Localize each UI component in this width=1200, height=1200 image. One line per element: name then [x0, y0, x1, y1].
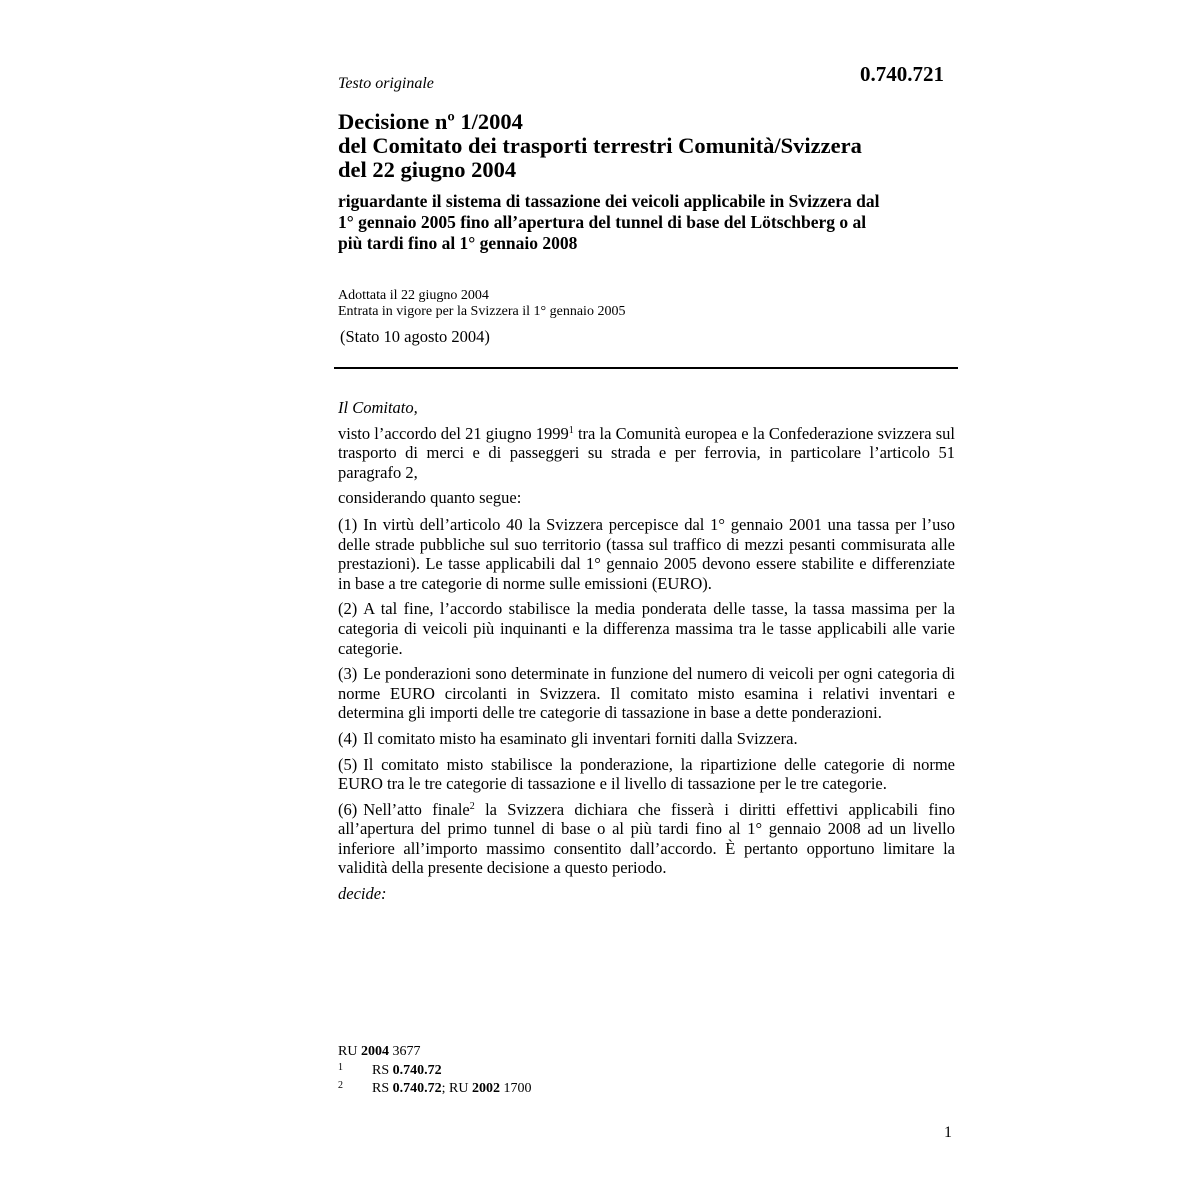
- recital-number: (4): [338, 728, 358, 748]
- footnote-ru-label: ; RU: [441, 1081, 469, 1096]
- recital-item: [338, 800, 955, 878]
- footnote-item: [338, 1060, 531, 1079]
- title-line: Decisione nº 1/2004: [338, 109, 523, 134]
- footnotes: [338, 1044, 531, 1097]
- recital-item: [338, 664, 955, 723]
- footnote-list: [338, 1060, 531, 1097]
- visto-text: visto l’accordo del 21 giugno 1999: [338, 423, 569, 443]
- footnote-ref: 2: [469, 800, 475, 812]
- subtitle-line: 1° gennaio 2005 fino all’apertura del tunnel di base del Lötschberg o al: [338, 212, 867, 232]
- recital-number: (6): [338, 799, 358, 819]
- recital-item: [338, 515, 955, 593]
- footnote-ru-page: 1700: [503, 1081, 532, 1096]
- recital-text: Le ponderazioni sono determinate in funzione del numero di veicoli per ogni categoria di norme EURO circolanti in Svizzera. Il comitato misto esamina i relativi inventari e determina gli importi delle tre categorie di tassazione in base a dette ponderazioni.: [338, 664, 955, 723]
- footnote-prefix: RS: [372, 1081, 390, 1096]
- footnote-ref-number: 0.740.72: [392, 1081, 442, 1096]
- recital-item: [338, 755, 955, 794]
- visto-text-cont: tra la Comunità europea e la Confederazione svizzera sul trasporto di merci e di passeggeri su strada e per ferrovia, in particolare l’articolo 51 paragrafo 2,: [338, 423, 955, 482]
- considering-paragraph: considerando quanto segue:: [338, 488, 522, 508]
- recital-item: [338, 599, 955, 658]
- recital-item: [338, 729, 955, 749]
- recital-text: Nell’atto finale: [363, 799, 470, 819]
- header-divider: [334, 367, 958, 369]
- recitals-list: [338, 515, 955, 794]
- footnote-item: [338, 1078, 531, 1097]
- recital-text: In virtù dell’articolo 40 la Svizzera percepisce dal 1° gennaio 2001 una tassa per l’uso delle strade pubbliche sul suo territorio (tassa sul traffico di mezzi pesanti commisurata alle prestazioni). Le tasse applicabili dal 1° gennaio 2005 devono essere stabilite e differenziate in base a tre categorie di norme sulle emissioni (EURO).: [338, 514, 955, 593]
- title-line: del 22 giugno 2004: [338, 157, 517, 182]
- recital-text: Il comitato misto ha esaminato gli inventari forniti dalla Svizzera.: [363, 728, 798, 748]
- footnote-ref: 1: [568, 424, 574, 436]
- original-text-label: Testo originale: [338, 75, 434, 92]
- ru-reference: [338, 1044, 531, 1060]
- footnote-prefix: RS: [372, 1062, 390, 1078]
- recital-number: (2): [338, 599, 358, 619]
- recital-text-cont: la Svizzera dichiara che fisserà i diritti effettivi applicabili fino all’apertura del primo tunnel di base o al più tardi fino al 1° gennaio 2008 ad un livello inferiore all’importo massimo consentito dall’accordo. È pertanto opportuno limitare la validità della presente decisione a questo periodo.: [338, 799, 955, 878]
- footnote-ru-year: 2002: [471, 1081, 500, 1096]
- committee-heading: Il Comitato,: [338, 398, 418, 417]
- recital-number: (5): [338, 754, 358, 774]
- adoption-info: [338, 288, 625, 320]
- subtitle-line: riguardante il sistema di tassazione dei veicoli applicabile in Svizzera dal: [338, 191, 880, 211]
- page-number: 1: [944, 1124, 952, 1141]
- subtitle-line: più tardi fino al 1° gennaio 2008: [338, 233, 578, 253]
- title-line: del Comitato dei trasporti terrestri Comunità/Svizzera: [338, 133, 862, 158]
- decides-line: decide:: [338, 884, 387, 904]
- recital-text: A tal fine, l’accordo stabilisce la media ponderata delle tasse, la tassa massima per la categoria di veicoli più inquinanti e la differenza massima tra le tasse applicabili alle varie categorie.: [338, 599, 955, 658]
- sr-number: 0.740.721: [860, 62, 944, 86]
- footnote-number: 1: [338, 1061, 343, 1073]
- footnote-ref-number: 0.740.72: [392, 1062, 442, 1078]
- status-date: (Stato 10 agosto 2004): [340, 327, 490, 346]
- ru-label: RU: [338, 1044, 358, 1059]
- in-force-date: Entrata in vigore per la Svizzera il 1° gennaio 2005: [338, 304, 626, 319]
- document-subtitle: [338, 191, 958, 254]
- document-body: [338, 398, 955, 910]
- visto-paragraph: [338, 424, 955, 483]
- ru-year: 2004: [360, 1044, 389, 1059]
- recital-number: (1): [338, 514, 358, 534]
- ru-page: 3677: [392, 1044, 421, 1059]
- recital-text: Il comitato misto stabilisce la ponderazione, la ripartizione delle categorie di norme EURO tra le tre categorie di tassazione e il livello di tassazione per le tre categorie.: [338, 754, 955, 794]
- footnote-number: 2: [338, 1080, 343, 1091]
- recital-number: (3): [338, 664, 358, 684]
- adopted-date: Adottata il 22 giugno 2004: [338, 288, 489, 303]
- document-title: [338, 110, 958, 182]
